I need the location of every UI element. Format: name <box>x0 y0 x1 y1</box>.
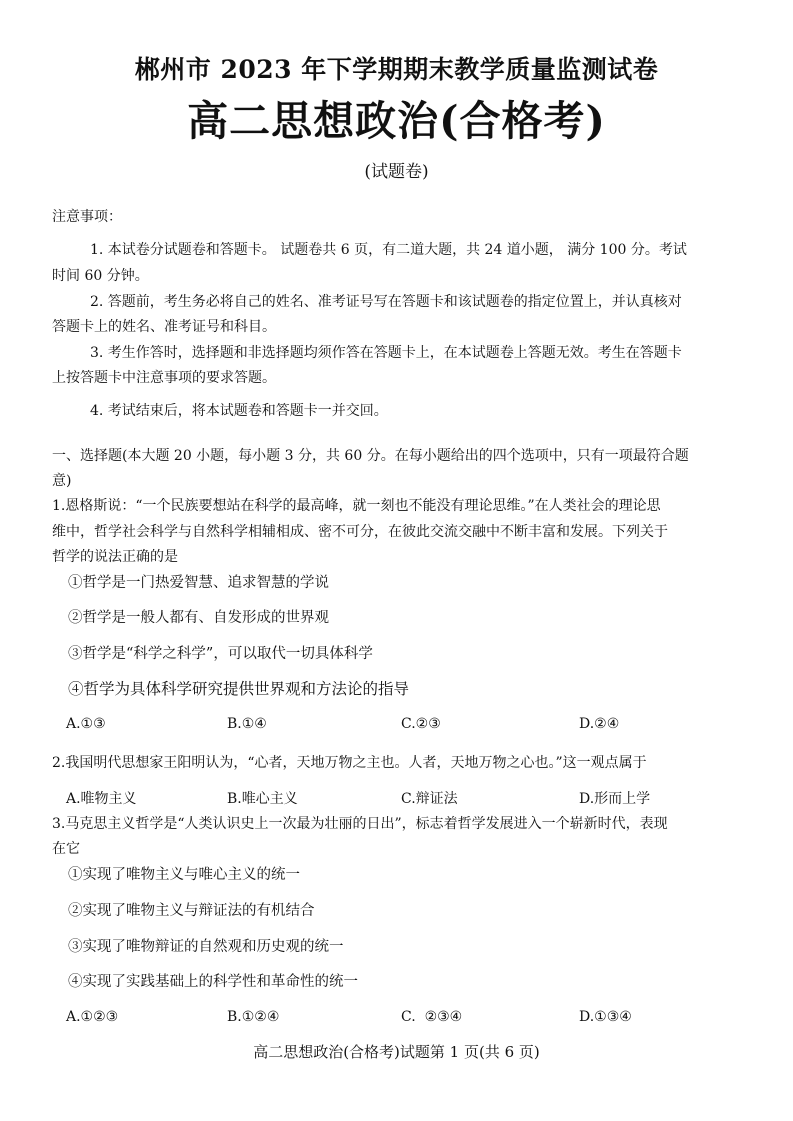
question-1-choice-a: A.①③ <box>66 716 106 732</box>
question-1-option-4: ④哲学为具体科学研究提供世界观和方法论的指导 <box>68 680 410 698</box>
question-3-choice-d: D.①③④ <box>579 1009 632 1025</box>
page-title: 高二思想政治(合格考) <box>187 97 606 145</box>
notice-item-1-line1: 1. 本试卷分试题卷和答题卡。 试题卷共 6 页，有二道大题，共 24 道小题， 满分 100 分。考试 <box>90 242 687 258</box>
question-2-stem-line1: 2.我国明代思想家王阳明认为，“心者，天地万物之主也。人者，天地万物之心也。”这一观点属于 <box>52 755 647 771</box>
question-3-option-3: ③实现了唯物辩证的自然观和历史观的统一 <box>68 939 344 955</box>
question-3-choice-c: C. ②③④ <box>401 1009 463 1025</box>
question-1-stem-line3: 哲学的说法正确的是 <box>52 549 178 565</box>
page-footer: 高二思想政治(合格考)试题第 1 页(共 6 页) <box>253 1043 540 1061</box>
question-1-option-1: ①哲学是一门热爱智慧、追求智慧的学说 <box>68 575 329 591</box>
notice-item-1-line2: 时间 60 分钟。 <box>52 268 149 284</box>
question-2-choice-d: D.形而上学 <box>579 791 651 807</box>
question-1-stem-line2: 维中，哲学社会科学与自然科学相辅相成、密不可分，在彼此交流交融中不断丰富和发展。下列关于 <box>52 524 668 540</box>
question-3-choice-a: A.①②③ <box>66 1009 119 1025</box>
exam-name-header: 郴州市 2023 年下学期期末教学质量监测试卷 <box>134 55 659 84</box>
question-3-stem-line1: 3.马克思主义哲学是“人类认识史上一次最为壮丽的日出”，标志着哲学发展进入一个崭新时代，表现 <box>52 816 668 832</box>
question-2-choice-a: A.唯物主义 <box>66 791 137 807</box>
question-3-stem-line2: 在它 <box>52 841 80 857</box>
notice-heading: 注意事项： <box>52 209 122 225</box>
section-heading-line2: 意) <box>52 473 72 489</box>
question-1-choice-b: B.①④ <box>227 716 267 732</box>
question-1-choice-d: D.②④ <box>579 716 620 732</box>
notice-item-2-line1: 2. 答题前，考生务必将自己的姓名、准考证号写在答题卡和该试题卷的指定位置上，并认真核对 <box>90 294 682 310</box>
notice-item-3-line2: 上按答题卡中注意事项的要求答题。 <box>52 370 276 386</box>
question-2-choice-b: B.唯心主义 <box>227 791 298 807</box>
notice-item-2-line2: 答题卡上的姓名、准考证号和科目。 <box>52 319 276 335</box>
page-subtitle: (试题卷) <box>364 162 429 182</box>
question-1-stem-line1: 1.恩格斯说：“一个民族要想站在科学的最高峰，就一刻也不能没有理论思维。”在人类社会的理论思 <box>52 498 661 514</box>
question-3-option-2: ②实现了唯物主义与辩证法的有机结合 <box>68 903 315 919</box>
question-1-choice-c: C.②③ <box>401 716 441 732</box>
question-3-option-4: ④实现了实践基础上的科学性和革命性的统一 <box>68 974 358 990</box>
question-1-option-3: ③哲学是“科学之科学”，可以取代一切具体科学 <box>68 646 373 662</box>
question-1-option-2: ②哲学是一般人都有、自发形成的世界观 <box>68 610 329 626</box>
question-2-choice-c: C.辩证法 <box>401 791 458 807</box>
question-3-choice-b: B.①②④ <box>227 1009 280 1025</box>
section-heading-line1: 一、选择题(本大题 20 小题，每小题 3 分，共 60 分。在每小题给出的四个选项中，只有一项最符合题 <box>52 448 689 464</box>
question-3-option-1: ①实现了唯物主义与唯心主义的统一 <box>68 867 300 883</box>
notice-item-4-line1: 4. 考试结束后，将本试题卷和答题卡一并交回。 <box>90 403 388 419</box>
notice-item-3-line1: 3. 考生作答时，选择题和非选择题均须作答在答题卡上，在本试题卷上答题无效。考生在答题卡 <box>90 345 682 361</box>
